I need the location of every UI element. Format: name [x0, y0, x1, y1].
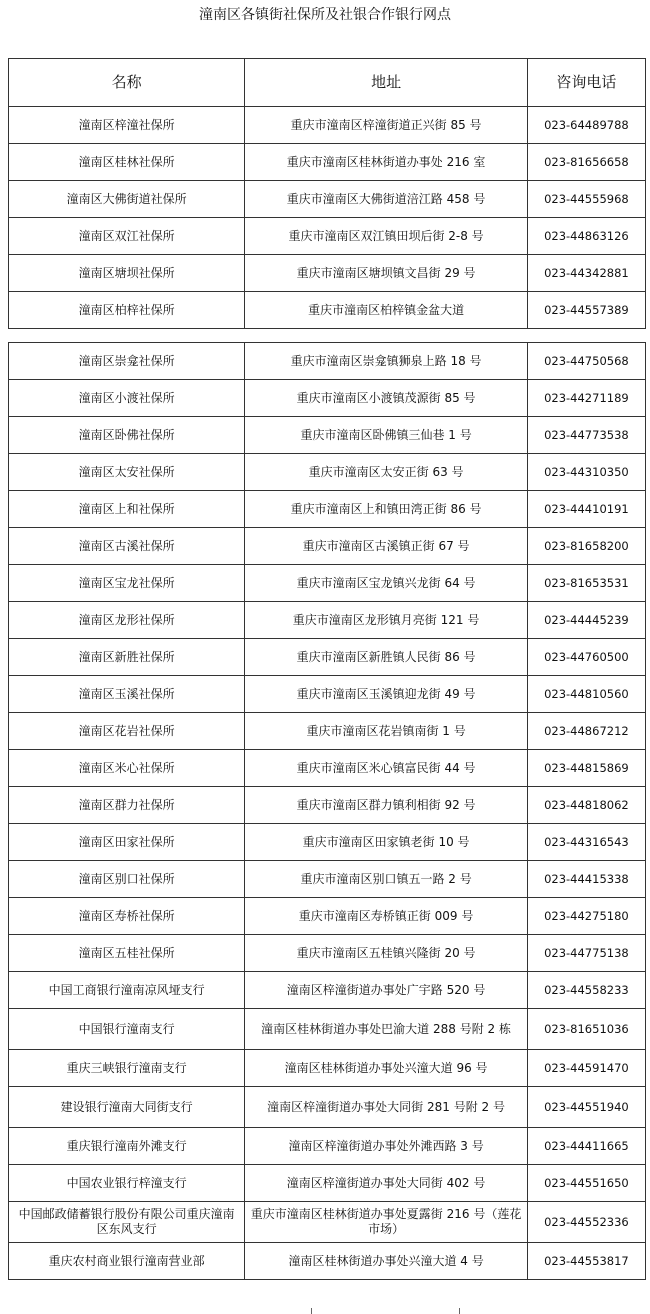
outlet-name-cell: 潼南区龙形社保所	[9, 602, 245, 639]
outlet-name-cell: 潼南区崇龛社保所	[9, 343, 245, 380]
outlet-phone-cell: 023-44551940	[527, 1087, 645, 1128]
table-row	[9, 454, 646, 491]
outlet-address-cell: 重庆市潼南区古溪镇正街 67 号	[245, 528, 527, 565]
outlet-address-cell: 重庆市潼南区小渡镇茂源街 85 号	[245, 380, 527, 417]
table-row	[9, 972, 646, 1009]
outlet-address-cell: 潼南区梓潼街道办事处大同街 402 号	[245, 1165, 527, 1202]
outlet-name-cell: 建设银行潼南大同街支行	[9, 1087, 245, 1128]
table-row	[9, 1009, 646, 1050]
table-row	[9, 380, 646, 417]
outlet-address-cell: 重庆市潼南区太安正街 63 号	[245, 454, 527, 491]
table-row	[9, 602, 646, 639]
outlet-phone-cell: 023-44867212	[527, 713, 645, 750]
table-row	[9, 181, 646, 218]
outlet-phone-cell: 023-44773538	[527, 417, 645, 454]
outlet-phone-cell: 023-44750568	[527, 343, 645, 380]
table-row	[9, 1087, 646, 1128]
outlet-name-cell: 潼南区田家社保所	[9, 824, 245, 861]
column-header-phone: 咨询电话	[527, 59, 645, 107]
outlet-address-cell: 重庆市潼南区桂林街道办事处夏露街 216 号（莲花市场）	[245, 1202, 527, 1243]
table-row	[9, 1128, 646, 1165]
table-row	[9, 824, 646, 861]
outlet-address-cell: 重庆市潼南区上和镇田湾正街 86 号	[245, 491, 527, 528]
table-row	[9, 639, 646, 676]
table-row	[9, 107, 646, 144]
outlet-phone-cell: 023-44558233	[527, 972, 645, 1009]
outlet-name-cell: 重庆银行潼南外滩支行	[9, 1128, 245, 1165]
outlet-name-cell: 潼南区大佛街道社保所	[9, 181, 245, 218]
outlet-address-cell: 重庆市潼南区龙形镇月亮街 121 号	[245, 602, 527, 639]
table-row	[9, 898, 646, 935]
outlet-name-cell: 潼南区桂林社保所	[9, 144, 245, 181]
outlet-phone-cell: 023-44411665	[527, 1128, 645, 1165]
outlet-address-cell: 重庆市潼南区群力镇利相街 92 号	[245, 787, 527, 824]
outlet-phone-cell: 023-44410191	[527, 491, 645, 528]
outlet-address-cell: 潼南区梓潼街道办事处外滩西路 3 号	[245, 1128, 527, 1165]
outlet-address-cell: 重庆市潼南区玉溪镇迎龙街 49 号	[245, 676, 527, 713]
outlet-address-cell: 重庆市潼南区卧佛镇三仙巷 1 号	[245, 417, 527, 454]
outlet-name-cell: 中国银行潼南支行	[9, 1009, 245, 1050]
table-row	[9, 713, 646, 750]
outlet-phone-cell: 023-44553817	[527, 1243, 645, 1280]
table-row	[9, 528, 646, 565]
outlet-phone-cell: 023-81653531	[527, 565, 645, 602]
table-row	[9, 417, 646, 454]
outlet-address-cell: 潼南区梓潼街道办事处广宇路 520 号	[245, 972, 527, 1009]
outlet-name-cell: 潼南区小渡社保所	[9, 380, 245, 417]
outlet-address-cell: 重庆市潼南区大佛街道涪江路 458 号	[245, 181, 527, 218]
outlets-table-bottom	[8, 342, 646, 1280]
outlet-name-cell: 中国邮政储蓄银行股份有限公司重庆潼南区东风支行	[9, 1202, 245, 1243]
table-row	[9, 343, 646, 380]
outlet-address-cell: 重庆市潼南区田家镇老街 10 号	[245, 824, 527, 861]
column-header-address: 地址	[245, 59, 527, 107]
outlet-address-cell: 潼南区梓潼街道办事处大同街 281 号附 2 号	[245, 1087, 527, 1128]
outlet-name-cell: 潼南区玉溪社保所	[9, 676, 245, 713]
outlet-name-cell: 潼南区宝龙社保所	[9, 565, 245, 602]
outlet-phone-cell: 023-44445239	[527, 602, 645, 639]
outlet-phone-cell: 023-44818062	[527, 787, 645, 824]
outlet-name-cell: 潼南区群力社保所	[9, 787, 245, 824]
outlet-address-cell: 潼南区桂林街道办事处兴潼大道 4 号	[245, 1243, 527, 1280]
page-edge-mark	[459, 1308, 460, 1314]
table-row	[9, 144, 646, 181]
outlet-name-cell: 中国工商银行潼南凉风垭支行	[9, 972, 245, 1009]
table-row	[9, 1165, 646, 1202]
table-row	[9, 292, 646, 329]
outlet-name-cell: 潼南区塘坝社保所	[9, 255, 245, 292]
table-row	[9, 218, 646, 255]
outlet-phone-cell: 023-44551650	[527, 1165, 645, 1202]
outlet-address-cell: 重庆市潼南区崇龛镇狮泉上路 18 号	[245, 343, 527, 380]
outlet-address-cell: 重庆市潼南区宝龙镇兴龙街 64 号	[245, 565, 527, 602]
outlet-name-cell: 中国农业银行梓潼支行	[9, 1165, 245, 1202]
table-row	[9, 1243, 646, 1280]
outlet-phone-cell: 023-44557389	[527, 292, 645, 329]
outlet-address-cell: 重庆市潼南区双江镇田坝后街 2-8 号	[245, 218, 527, 255]
outlet-phone-cell: 023-44310350	[527, 454, 645, 491]
outlet-name-cell: 潼南区寿桥社保所	[9, 898, 245, 935]
page-title: 潼南区各镇街社保所及社银合作银行网点	[199, 7, 451, 23]
outlet-name-cell: 潼南区花岩社保所	[9, 713, 245, 750]
outlet-phone-cell: 023-44863126	[527, 218, 645, 255]
outlet-address-cell: 重庆市潼南区五桂镇兴隆街 20 号	[245, 935, 527, 972]
outlet-address-cell: 潼南区桂林街道办事处兴潼大道 96 号	[245, 1050, 527, 1087]
outlet-address-cell: 重庆市潼南区别口镇五一路 2 号	[245, 861, 527, 898]
outlet-name-cell: 潼南区太安社保所	[9, 454, 245, 491]
outlet-address-cell: 重庆市潼南区新胜镇人民街 86 号	[245, 639, 527, 676]
outlet-name-cell: 潼南区梓潼社保所	[9, 107, 245, 144]
outlet-name-cell: 潼南区古溪社保所	[9, 528, 245, 565]
outlet-phone-cell: 023-44275180	[527, 898, 645, 935]
outlet-phone-cell: 023-44591470	[527, 1050, 645, 1087]
outlets-table-top	[8, 58, 646, 329]
outlet-address-cell: 重庆市潼南区柏梓镇金盆大道	[245, 292, 527, 329]
outlet-address-cell: 重庆市潼南区花岩镇南街 1 号	[245, 713, 527, 750]
column-header-name: 名称	[9, 59, 245, 107]
outlet-name-cell: 潼南区米心社保所	[9, 750, 245, 787]
outlet-phone-cell: 023-44760500	[527, 639, 645, 676]
outlet-name-cell: 潼南区五桂社保所	[9, 935, 245, 972]
outlet-address-cell: 重庆市潼南区米心镇富民街 44 号	[245, 750, 527, 787]
outlet-address-cell: 重庆市潼南区桂林街道办事处 216 室	[245, 144, 527, 181]
table-row	[9, 565, 646, 602]
table-row	[9, 935, 646, 972]
outlet-name-cell: 潼南区上和社保所	[9, 491, 245, 528]
table-row	[9, 255, 646, 292]
outlet-name-cell: 潼南区卧佛社保所	[9, 417, 245, 454]
outlet-name-cell: 重庆三峡银行潼南支行	[9, 1050, 245, 1087]
outlet-address-cell: 重庆市潼南区梓潼街道正兴街 85 号	[245, 107, 527, 144]
table-row	[9, 750, 646, 787]
outlet-name-cell: 潼南区柏梓社保所	[9, 292, 245, 329]
outlet-address-cell: 重庆市潼南区塘坝镇文昌街 29 号	[245, 255, 527, 292]
page-edge-mark	[311, 1308, 312, 1314]
outlet-name-cell: 重庆农村商业银行潼南营业部	[9, 1243, 245, 1280]
table-row	[9, 787, 646, 824]
outlet-phone-cell: 023-44775138	[527, 935, 645, 972]
outlet-phone-cell: 023-44810560	[527, 676, 645, 713]
outlet-address-cell: 重庆市潼南区寿桥镇正街 009 号	[245, 898, 527, 935]
outlet-phone-cell: 023-81651036	[527, 1009, 645, 1050]
outlet-phone-cell: 023-44552336	[527, 1202, 645, 1243]
table-row	[9, 1202, 646, 1243]
table-row	[9, 676, 646, 713]
outlet-name-cell: 潼南区别口社保所	[9, 861, 245, 898]
table-row	[9, 491, 646, 528]
outlet-phone-cell: 023-44342881	[527, 255, 645, 292]
outlet-phone-cell: 023-81658200	[527, 528, 645, 565]
outlet-name-cell: 潼南区新胜社保所	[9, 639, 245, 676]
outlet-phone-cell: 023-64489788	[527, 107, 645, 144]
table-row	[9, 1050, 646, 1087]
outlet-address-cell: 潼南区桂林街道办事处巴渝大道 288 号附 2 栋	[245, 1009, 527, 1050]
outlet-phone-cell: 023-44415338	[527, 861, 645, 898]
table-header-row	[9, 59, 646, 107]
table-row	[9, 861, 646, 898]
outlet-name-cell: 潼南区双江社保所	[9, 218, 245, 255]
outlet-phone-cell: 023-44271189	[527, 380, 645, 417]
outlet-phone-cell: 023-81656658	[527, 144, 645, 181]
outlet-phone-cell: 023-44555968	[527, 181, 645, 218]
outlet-phone-cell: 023-44815869	[527, 750, 645, 787]
outlet-phone-cell: 023-44316543	[527, 824, 645, 861]
